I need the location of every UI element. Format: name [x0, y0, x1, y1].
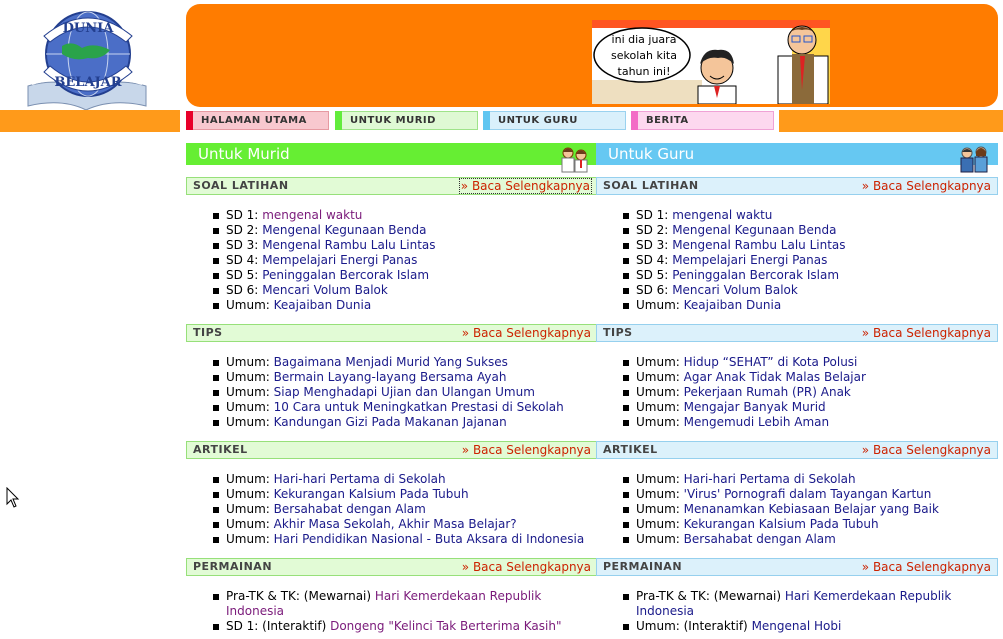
read-more-link[interactable]: » Baca Selengkapnya — [461, 560, 591, 574]
list-item — [596, 589, 998, 619]
list-item — [596, 253, 998, 268]
item-prefix: Umum: — [226, 355, 270, 369]
item-link[interactable]: Mengajar Banyak Murid — [683, 400, 826, 414]
read-more-link[interactable]: » Baca Selengkapnya — [861, 326, 991, 340]
list-item — [186, 238, 598, 253]
item-link[interactable]: Bagaimana Menjadi Murid Yang Sukses — [273, 355, 508, 369]
item-prefix: SD 3: — [226, 238, 259, 252]
list-item — [186, 298, 598, 313]
read-more-link[interactable]: » Baca Selengkapnya — [461, 326, 591, 340]
item-link[interactable]: Hari Kemerdekaan Republik Indonesia — [636, 589, 952, 618]
item-prefix: SD 2: — [636, 223, 669, 237]
item-link[interactable]: Bersahabat dengan Alam — [273, 502, 426, 516]
list-item — [186, 268, 598, 283]
list-item — [596, 532, 998, 547]
list-item — [596, 208, 998, 223]
list-item — [186, 223, 598, 238]
list-item — [186, 619, 598, 634]
item-link[interactable]: Mengemudi Lebih Aman — [683, 415, 830, 429]
list-item — [186, 400, 598, 415]
item-link[interactable]: Kekurangan Kalsium Pada Tubuh — [683, 517, 879, 531]
nav-tab-halaman-utama[interactable]: HALAMAN UTAMA — [186, 111, 329, 130]
section-title: ARTIKEL — [193, 443, 248, 456]
item-link[interactable]: 10 Cara untuk Meningkatkan Prestasi di Sekolah — [273, 400, 564, 414]
item-prefix: Umum: — [636, 400, 680, 414]
list-item — [596, 619, 998, 634]
item-link[interactable]: Mencari Volum Balok — [262, 283, 388, 297]
list-item — [596, 502, 998, 517]
list-item — [596, 238, 998, 253]
item-link[interactable]: Peninggalan Bercorak Islam — [262, 268, 430, 282]
list-item — [596, 517, 998, 532]
item-prefix: Umum: — [226, 517, 270, 531]
logo-text-bottom: BELAJAR — [54, 75, 122, 90]
item-prefix: Umum: — [636, 355, 680, 369]
section-head-artikel — [596, 441, 998, 459]
item-prefix: Umum: — [226, 385, 270, 399]
section-title: PERMAINAN — [603, 560, 683, 573]
nav-tab-untuk-guru[interactable]: UNTUK GURU — [483, 111, 626, 130]
item-prefix: Umum: — [636, 298, 680, 312]
list-soal-latihan — [186, 208, 598, 313]
item-link[interactable]: Bermain Layang-layang Bersama Ayah — [273, 370, 507, 384]
banner-comic-image — [592, 20, 830, 104]
item-prefix: SD 6: — [636, 283, 669, 297]
item-prefix: Umum: — [226, 370, 270, 384]
section-head-soal-latihan — [596, 177, 998, 195]
item-prefix: SD 6: — [226, 283, 259, 297]
nav-tab-untuk-murid[interactable]: UNTUK MURID — [335, 111, 478, 130]
nav-bar-left — [0, 110, 180, 132]
list-tips — [186, 355, 598, 430]
item-link[interactable]: Kandungan Gizi Pada Makanan Jajanan — [273, 415, 507, 429]
section-title: TIPS — [603, 326, 633, 339]
read-more-link[interactable]: » Baca Selengkapnya — [461, 443, 591, 457]
list-permainan — [186, 589, 598, 634]
item-prefix: Umum: (Interaktif) — [636, 619, 748, 633]
list-soal-latihan — [596, 208, 998, 313]
item-prefix: SD 4: — [636, 253, 669, 267]
site-logo[interactable] — [22, 6, 152, 110]
item-prefix: SD 3: — [636, 238, 669, 252]
list-item — [186, 355, 598, 370]
item-prefix: Umum: — [636, 487, 680, 501]
read-more-link[interactable]: » Baca Selengkapnya — [861, 179, 991, 193]
item-prefix: SD 4: — [226, 253, 259, 267]
students-icon — [556, 143, 592, 173]
section-head-tips — [596, 324, 998, 342]
item-link[interactable]: mengenal waktu — [672, 208, 773, 222]
column-title-guru — [596, 143, 998, 165]
section-head-soal-latihan — [186, 177, 598, 195]
item-link[interactable]: Mengenal Kegunaan Benda — [672, 223, 837, 237]
item-link[interactable]: Hari-hari Pertama di Sekolah — [273, 472, 446, 486]
item-link[interactable]: Keajaiban Dunia — [683, 298, 782, 312]
list-item — [186, 208, 598, 223]
read-more-link[interactable]: » Baca Selengkapnya — [861, 560, 991, 574]
list-artikel — [596, 472, 998, 547]
item-prefix: Umum: — [226, 298, 270, 312]
section-title: TIPS — [193, 326, 223, 339]
read-more-link[interactable]: » Baca Selengkapnya — [861, 443, 991, 457]
item-link[interactable]: mengenal waktu — [262, 208, 363, 222]
item-prefix: Pra-TK & TK: (Mewarnai) — [636, 589, 782, 603]
item-prefix: Umum: — [226, 415, 270, 429]
list-item — [596, 283, 998, 298]
section-title: PERMAINAN — [193, 560, 273, 573]
teachers-icon — [956, 143, 992, 173]
item-prefix: Umum: — [226, 472, 270, 486]
item-link[interactable]: Mempelajari Energi Panas — [262, 253, 418, 267]
logo-text-top: DUNIA — [62, 21, 114, 36]
section-title: SOAL LATIHAN — [193, 179, 289, 192]
item-link[interactable]: Dongeng "Kelinci Tak Berterima Kasih" — [330, 619, 562, 633]
item-link[interactable]: 'Virus' Pornografi dalam Tayangan Kartun — [683, 487, 932, 501]
list-item — [596, 385, 998, 400]
speech-bubble-text: ini dia juara sekolah kita tahun ini! — [611, 33, 677, 78]
item-link[interactable]: Agar Anak Tidak Malas Belajar — [683, 370, 866, 384]
nav-bar-right — [779, 110, 1003, 132]
item-link[interactable]: Hari Kemerdekaan Republik Indonesia — [226, 589, 542, 618]
item-link[interactable]: Hidup “SEHAT” di Kota Polusi — [683, 355, 858, 369]
list-item — [596, 223, 998, 238]
list-item — [186, 253, 598, 268]
item-prefix: Umum: — [226, 532, 270, 546]
section-title: ARTIKEL — [603, 443, 658, 456]
item-link[interactable]: Menanamkan Kebiasaan Belajar yang Baik — [683, 502, 939, 516]
item-prefix: Umum: — [636, 415, 680, 429]
list-item — [186, 517, 598, 532]
item-prefix: Umum: — [226, 502, 270, 516]
column-title-murid — [186, 143, 598, 165]
item-link[interactable]: Hari Pendidikan Nasional - Buta Aksara di Indonesia — [273, 532, 585, 546]
list-item — [186, 532, 598, 547]
list-item — [596, 370, 998, 385]
list-item — [596, 298, 998, 313]
item-link[interactable]: Keajaiban Dunia — [273, 298, 372, 312]
item-prefix: Umum: — [636, 517, 680, 531]
section-head-tips — [186, 324, 598, 342]
column-untuk-murid — [186, 143, 598, 634]
list-item — [596, 268, 998, 283]
item-prefix: Umum: — [636, 370, 680, 384]
item-prefix: SD 5: — [636, 268, 669, 282]
list-item — [186, 589, 598, 619]
read-more-link[interactable]: » Baca Selengkapnya — [460, 179, 590, 193]
item-link[interactable]: Kekurangan Kalsium Pada Tubuh — [273, 487, 469, 501]
list-permainan — [596, 589, 998, 634]
list-artikel — [186, 472, 598, 547]
item-link[interactable]: Siap Menghadapi Ujian dan Ulangan Umum — [273, 385, 535, 399]
list-item — [186, 385, 598, 400]
item-link[interactable]: Bersahabat dengan Alam — [683, 532, 836, 546]
item-prefix: SD 2: — [226, 223, 259, 237]
item-link[interactable]: Peninggalan Bercorak Islam — [672, 268, 840, 282]
list-item — [186, 283, 598, 298]
section-head-artikel — [186, 441, 598, 459]
item-link[interactable]: Mengenal Rambu Lalu Lintas — [262, 238, 436, 252]
item-prefix: Umum: — [226, 400, 270, 414]
item-link[interactable]: Mengenal Kegunaan Benda — [262, 223, 427, 237]
list-item — [186, 472, 598, 487]
item-link[interactable]: Hari-hari Pertama di Sekolah — [683, 472, 856, 486]
column-untuk-guru — [596, 143, 998, 634]
list-item — [186, 487, 598, 502]
item-prefix: Umum: — [636, 502, 680, 516]
list-item — [186, 370, 598, 385]
item-link[interactable]: Mengenal Rambu Lalu Lintas — [672, 238, 846, 252]
section-title: SOAL LATIHAN — [603, 179, 699, 192]
mouse-cursor-icon — [6, 487, 20, 509]
item-prefix: Pra-TK & TK: (Mewarnai) — [226, 589, 372, 603]
list-item — [596, 487, 998, 502]
item-prefix: Umum: — [636, 385, 680, 399]
item-link[interactable]: Akhir Masa Sekolah, Akhir Masa Belajar? — [273, 517, 517, 531]
section-head-permainan — [596, 558, 998, 576]
list-item — [186, 502, 598, 517]
list-item — [596, 472, 998, 487]
column-title-guru-text: Untuk Guru — [608, 145, 695, 163]
item-prefix: SD 1: — [226, 208, 259, 222]
list-tips — [596, 355, 998, 430]
list-item — [186, 415, 598, 430]
item-link[interactable]: Pekerjaan Rumah (PR) Anak — [683, 385, 851, 399]
item-prefix: Umum: — [636, 472, 680, 486]
nav-tab-berita[interactable]: BERITA — [631, 111, 774, 130]
item-prefix: SD 1: — [636, 208, 669, 222]
item-link[interactable]: Mempelajari Energi Panas — [672, 253, 828, 267]
list-item — [596, 415, 998, 430]
list-item — [596, 355, 998, 370]
column-title-murid-text: Untuk Murid — [198, 145, 290, 163]
section-head-permainan — [186, 558, 598, 576]
item-link[interactable]: Mengenal Hobi — [751, 619, 842, 633]
item-prefix: SD 5: — [226, 268, 259, 282]
list-item — [596, 400, 998, 415]
item-prefix: Umum: — [636, 532, 680, 546]
item-prefix: SD 1: (Interaktif) — [226, 619, 327, 633]
item-link[interactable]: Mencari Volum Balok — [672, 283, 798, 297]
item-prefix: Umum: — [226, 487, 270, 501]
